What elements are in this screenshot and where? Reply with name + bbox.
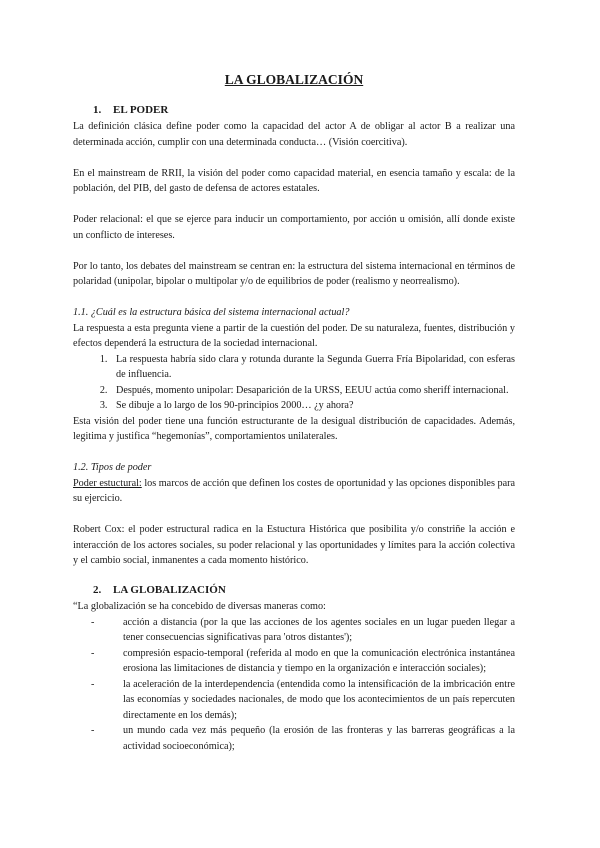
paragraph: La respuesta a esta pregunta viene a partir de la cuestión del poder. De su naturaleza, fuentes, distribución y efectos dependerá la estructura de la sociedad internacional. [73, 322, 515, 349]
section-1-title: EL PODER [113, 104, 169, 116]
list-item: 1. La respuesta habría sido clara y rotunda durante la Segunda Guerra Fría Bipolaridad, con esferas de influencia. [110, 352, 515, 383]
dash-bullet: - [91, 678, 95, 690]
term-label: Poder estuctural: [73, 477, 142, 489]
subsection-1-1-heading: 1.1. ¿Cuál es la estructura básica del sistema internacional actual? [73, 307, 350, 318]
list-item-text: un mundo cada vez más pequeño (la erosión de las fronteras y las barreras geográficas a la actividad socioeconómica); [123, 725, 515, 752]
document-title: LA GLOBALIZACIÓN [224, 72, 364, 87]
list-item-text: acción a distancia (por la que las acciones de los agentes sociales en un lugar pueden llegar a tener consecuencias significativas para 'otros distantes'); [123, 616, 515, 643]
list-item [73, 723, 515, 754]
paragraph: Poder relacional: el que se ejerce para inducir un comportamiento, por acción u omisión, allí donde existe un conflicto de intereses. [73, 214, 515, 241]
dash-bullet: - [91, 725, 95, 736]
paragraph: “La globalización se ha concebido de diversas maneras como: [73, 601, 326, 612]
dash-bullet: - [91, 647, 95, 659]
section-2-number: 2. [93, 584, 102, 596]
paragraph: Por lo tanto, los debates del mainstream se centran en: la estructura del sistema internacional en términos de polaridad (unipolar, bipolar o multipolar y/o de equilibrios de poder (realismo y neorrealismo). [73, 260, 515, 287]
paragraph: Esta visión del poder tiene una función estructurante de la desigual distribución de capacidades. Además, legitima y justifica “hegemonías”, comportamientos unilaterales. [73, 415, 515, 442]
paragraph: La definición clásica define poder como la capacidad del actor A de obligar al actor B a realizar una determinada acción, cumplir con una determinada conducta… (Visión coercitiva). [73, 121, 515, 148]
list-item [73, 646, 515, 677]
list-item: 3. Se dibuje a lo largo de los 90-principios 2000… ¿y ahora? [110, 398, 515, 414]
list-item [73, 615, 515, 646]
section-2-heading [93, 584, 515, 596]
subsection-1-2-heading: 1.2. Tipos de poder [73, 462, 152, 473]
section-1-heading [93, 104, 515, 116]
paragraph: En el mainstream de RRII, la visión del poder como capacidad material, en esencia tamaño y escala: de la población, del PIB, del gasto de defensa de actores estatales. [73, 167, 515, 194]
section-2-title: LA GLOBALIZACIÓN [113, 584, 226, 596]
list-item-text: la aceleración de la interdependencia (entendida como la intensificación de la imbricación entre las economías y sociedades nacionales, de modo que los acontecimientos de un país repercuten directamente en los demás); [123, 678, 515, 721]
term-definition: los marcos de acción que definen los costes de oportunidad y las opciones disponibles para su ejercicio. [73, 477, 516, 504]
list-item-text: compresión espacio-temporal (referida al modo en que la comunicación electrónica instantánea erosiona las limitaciones de distancia y tiempo en la organización e interacción sociales); [123, 647, 515, 674]
paragraph: Robert Cox: el poder estructural radica en la Estuctura Histórica que posibilita y/o constriñe la acción e interacción de los actores sociales, su poder relacional y las oportunidades y límites para la acción colectiva y el cambio social, inmanentes a cada momento histórico. [73, 524, 515, 566]
section-1-number: 1. [93, 104, 102, 116]
dash-bullet: - [91, 616, 95, 628]
list-item [73, 677, 515, 724]
paragraph [73, 476, 515, 507]
dash-list [73, 615, 515, 755]
numbered-list [73, 352, 515, 414]
list-item: 2. Después, momento unipolar: Desaparición de la URSS, EEUU actúa como sheriff internacional. [110, 383, 515, 399]
